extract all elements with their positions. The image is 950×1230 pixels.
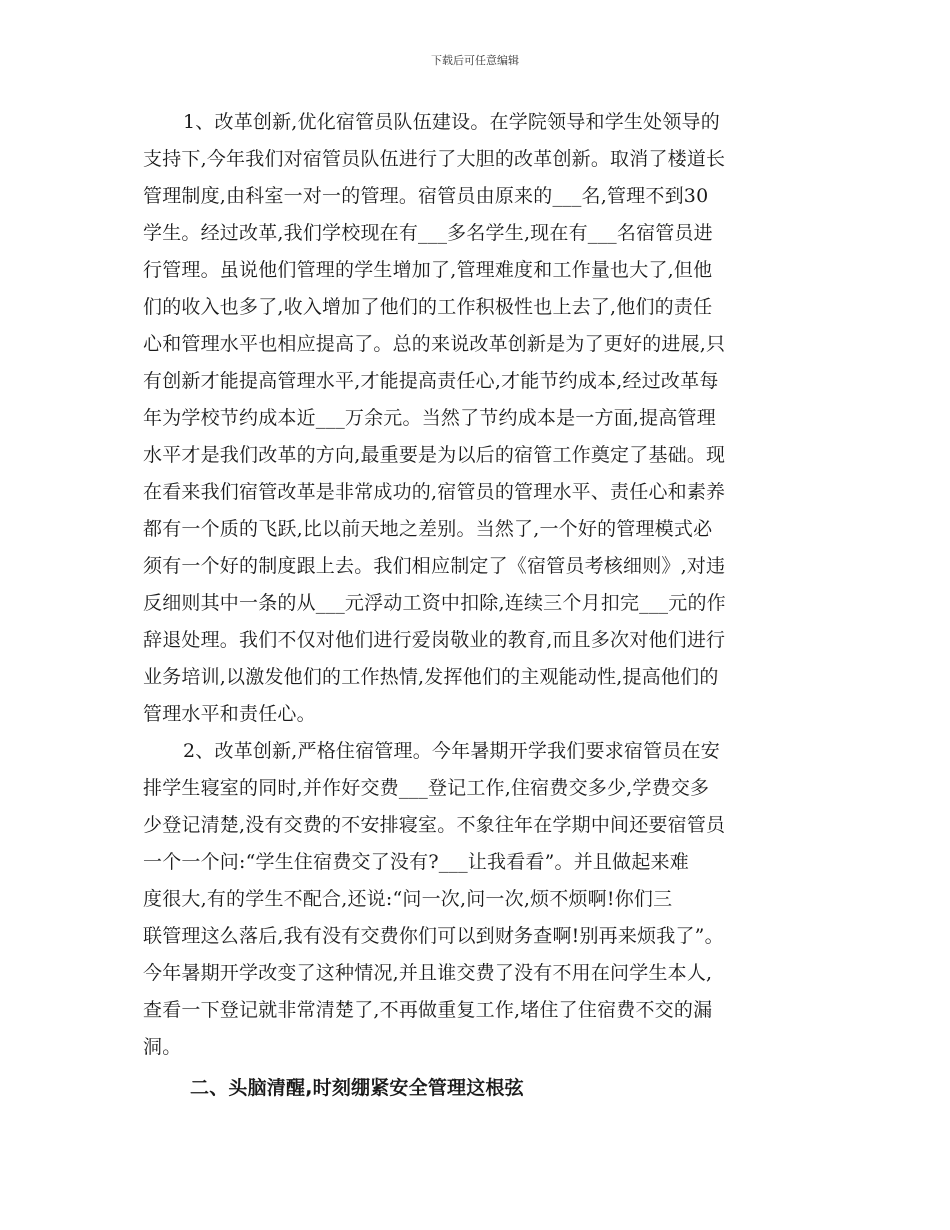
text-line: 今年暑期开学改变了这种情况,并且谁交费了没有不用在问学生本人, bbox=[143, 962, 713, 984]
text-line: 学生。经过改革,我们学校现在有___多名学生,现在有___名宿管员进 bbox=[143, 222, 713, 244]
text-line: 都有一个质的飞跃,比以前天地之差别。当然了,一个好的管理模式必 bbox=[143, 518, 713, 540]
text-line: 水平才是我们改革的方向,最重要是为以后的宿管工作奠定了基础。现 bbox=[143, 444, 726, 466]
text-line: 1、改革创新,优化宿管员队伍建设。在学院领导和学生处领导的 bbox=[183, 111, 720, 133]
text-line: 心和管理水平也相应提高了。总的来说改革创新是为了更好的进展,只 bbox=[143, 333, 726, 355]
paragraph-2 bbox=[143, 733, 813, 1066]
text-line: 管理水平和责任心。 bbox=[143, 703, 316, 725]
text-line: 查看一下登记就非常清楚了,不再做重复工作,堵住了住宿费不交的漏 bbox=[143, 999, 713, 1021]
page-header-note: 下载后可任意编辑 bbox=[431, 54, 519, 67]
text-line: 支持下,今年我们对宿管员队伍进行了大胆的改革创新。取消了楼道长 bbox=[143, 148, 726, 170]
text-line: 们的收入也多了,收入增加了他们的工作积极性也上去了,他们的责任 bbox=[143, 296, 713, 318]
text-line: 业务培训,以激发他们的工作热情,发挥他们的主观能动性,提高他们的 bbox=[143, 666, 719, 688]
text-line: 排学生寝室的同时,并作好交费___登记工作,住宿费交多少,学费交多 bbox=[143, 777, 710, 799]
text-line: 反细则其中一条的从___元浮动工资中扣除,连续三个月扣完___元的作 bbox=[143, 592, 726, 614]
text-line: 在看来我们宿管改革是非常成功的,宿管员的管理水平、责任心和素养 bbox=[143, 481, 726, 503]
text-line: 有创新才能提高管理水平,才能提高责任心,才能节约成本,经过改革每 bbox=[143, 370, 719, 392]
text-line: 洞。 bbox=[143, 1036, 182, 1058]
document-body bbox=[143, 104, 813, 1107]
text-line: 度很大,有的学生不配合,还说:“问一次,问一次,烦不烦啊!你们三 bbox=[143, 888, 673, 910]
paragraph-1 bbox=[143, 104, 813, 733]
text-line: 联管理这么落后,我有没有交费你们可以到财务查啊!别再来烦我了”。 bbox=[143, 925, 724, 947]
section-heading: 二、头脑清醒,时刻绷紧安全管理这根弦 bbox=[190, 1077, 524, 1099]
text-line: 辞退处理。我们不仅对他们进行爱岗敬业的教育,而且多次对他们进行 bbox=[143, 629, 726, 651]
text-line: 一个一个问:“学生住宿费交了没有?___让我看看”。并且做起来难 bbox=[143, 851, 689, 873]
text-line: 2、改革创新,严格住宿管理。今年暑期开学我们要求宿管员在安 bbox=[183, 740, 720, 762]
text-line: 须有一个好的制度跟上去。我们相应制定了《宿管员考核细则》,对违 bbox=[143, 555, 726, 577]
text-line: 管理制度,由科室一对一的管理。宿管员由原来的___名,管理不到30 bbox=[143, 185, 709, 207]
text-line: 年为学校节约成本近___万余元。当然了节约成本是一方面,提高管理 bbox=[143, 407, 716, 429]
text-line: 行管理。虽说他们管理的学生增加了,管理难度和工作量也大了,但他 bbox=[143, 259, 713, 281]
text-line: 少登记清楚,没有交费的不安排寝室。不象往年在学期中间还要宿管员 bbox=[143, 814, 726, 836]
